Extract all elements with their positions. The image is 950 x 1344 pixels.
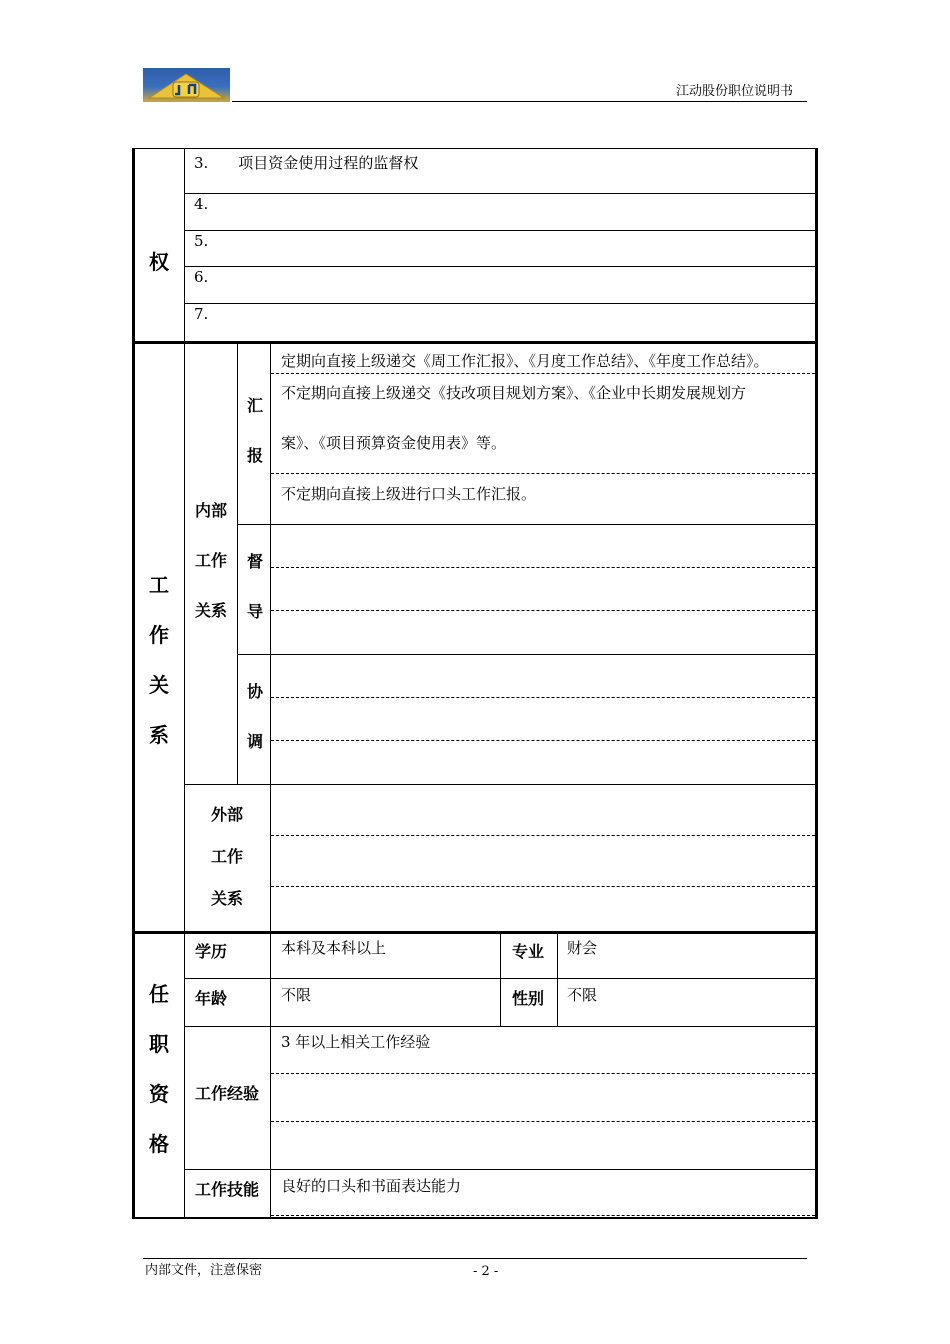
dashed-divider: [271, 886, 815, 887]
authority-item-4: 4.: [194, 195, 209, 213]
section-divider: [132, 341, 818, 344]
row-divider: [185, 193, 816, 194]
content-column-divider: [270, 343, 271, 1218]
report-line: 定期向直接上级递交《周工作汇报》、《月度工作总结》、《年度工作总结》。: [281, 352, 769, 370]
work-relations-label-char: 系: [149, 723, 169, 747]
table-top-border: [132, 148, 818, 149]
external-relations-label-line: 工作: [211, 847, 244, 866]
report-label-char: 报: [246, 446, 263, 465]
footer-note: 内部文件，注意保密: [145, 1263, 263, 1278]
age-label: 年龄: [195, 989, 228, 1008]
dashed-divider: [271, 1073, 815, 1074]
coordinate-label-char: 协: [246, 682, 263, 701]
authority-item-3: 3. 项目资金使用过程的监督权: [194, 154, 419, 172]
qualifications-label-char: 任: [149, 982, 169, 1006]
skill-label: 工作技能: [195, 1180, 260, 1199]
authority-section-label: 权: [149, 250, 169, 274]
header-rule: [232, 101, 807, 102]
label-column-divider: [184, 148, 185, 1218]
page-number: - 2 -: [473, 1264, 499, 1279]
dashed-divider: [271, 1215, 815, 1216]
internal-relations-label-line: 工作: [195, 551, 228, 570]
row-divider: [185, 266, 816, 267]
coordinate-label-char: 调: [246, 732, 263, 751]
authority-item-7: 7.: [194, 305, 209, 323]
internal-relations-label-line: 内部: [195, 501, 228, 520]
dashed-divider: [271, 835, 815, 836]
row-divider: [237, 524, 816, 525]
row-divider: [185, 1026, 816, 1027]
education-label: 学历: [195, 942, 228, 961]
major-label: 专业: [512, 942, 545, 961]
work-relations-label-char: 工: [149, 573, 169, 597]
report-line: 不定期向直接上级递交《技改项目规划方案》、《企业中长期发展规划方: [281, 384, 747, 402]
external-relations-label-line: 外部: [211, 805, 244, 824]
gender-value: 不限: [567, 986, 598, 1004]
logo-emblem-icon: [143, 68, 230, 102]
supervise-label-char: 导: [246, 602, 263, 621]
row-divider: [185, 978, 816, 979]
age-value: 不限: [281, 986, 312, 1004]
supervise-label-char: 督: [246, 552, 263, 571]
skill-value: 良好的口头和书面表达能力: [281, 1177, 462, 1195]
major-value: 财会: [567, 939, 598, 957]
external-relations-label-line: 关系: [211, 889, 244, 908]
footer-rule: [143, 1258, 807, 1259]
row-divider: [185, 1169, 816, 1170]
dashed-divider: [271, 1121, 815, 1122]
document-title: 江动股份职位说明书: [676, 84, 794, 99]
cell-divider: [500, 933, 501, 1026]
company-logo: [143, 68, 230, 102]
dashed-divider: [271, 697, 815, 698]
qualifications-label-char: 资: [149, 1082, 169, 1106]
dashed-divider: [271, 610, 815, 611]
report-line: 案》、《项目预算资金使用表》等。: [281, 434, 507, 452]
experience-label: 工作经验: [195, 1084, 260, 1103]
row-divider: [237, 654, 816, 655]
authority-item-5: 5.: [194, 232, 209, 250]
internal-sub-divider: [237, 343, 238, 784]
table-left-border: [132, 148, 135, 1218]
dashed-divider: [271, 373, 815, 374]
dashed-divider: [271, 473, 815, 474]
qualifications-label-char: 职: [149, 1032, 169, 1056]
dashed-divider: [271, 567, 815, 568]
internal-relations-label-line: 关系: [195, 601, 228, 620]
report-label-char: 汇: [246, 396, 263, 415]
dashed-divider: [271, 740, 815, 741]
row-divider: [185, 303, 816, 304]
gender-label: 性别: [512, 989, 545, 1008]
work-relations-label-char: 作: [149, 623, 169, 647]
work-relations-label-char: 关: [149, 673, 169, 697]
row-divider: [185, 784, 816, 785]
table-right-border: [815, 148, 818, 1218]
section-divider: [132, 931, 818, 934]
row-divider: [185, 230, 816, 231]
qualifications-label-char: 格: [149, 1132, 169, 1156]
education-value: 本科及本科以上: [281, 939, 387, 957]
cell-divider: [557, 933, 558, 1026]
report-line: 不定期向直接上级进行口头工作汇报。: [281, 485, 537, 503]
table-bottom-border: [132, 1217, 818, 1219]
authority-item-6: 6.: [194, 268, 209, 286]
experience-value: 3 年以上相关工作经验: [281, 1033, 431, 1051]
